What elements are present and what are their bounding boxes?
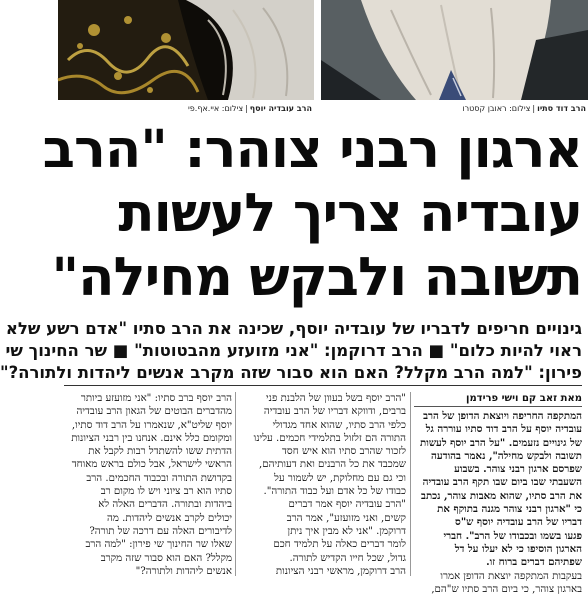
- body-line: דבריו של הרב עובדיה יוסף ש"ס: [455, 516, 582, 529]
- subheadline: [0, 318, 582, 384]
- byline: מאת זאב קם וישי פרידמן: [414, 392, 582, 407]
- robe-pattern-image: [58, 0, 314, 100]
- body-line: יוסף שליט"א, שנאמרו על הרב דוד סתיו,: [71, 419, 232, 431]
- body-line: שמכבד את כל הרבנים ואת דעותיהם,: [259, 459, 406, 471]
- portrait-image: [321, 0, 588, 100]
- body-line: שפרסם ארגון רבני צוהר. בשבוע: [454, 463, 582, 476]
- column-divider: [410, 392, 411, 576]
- body-line: "הרב עובדיה יוסף אמר דברים: [288, 499, 406, 511]
- body-line: שאלו שר החינוך שי פירון: "למה הרב: [85, 539, 232, 551]
- body-line: תשובה ולבקש מחילה", נאמר בהודעה: [431, 449, 582, 462]
- body-line: הרב דרוקמן, מראשי רבני הציונות: [275, 565, 406, 577]
- body-line: כבודו של כל אדם ועל כבוד התורה".: [263, 486, 406, 498]
- body-line: לזכור שהרב סתיו הוא איש חסד: [282, 446, 406, 458]
- photo-rabbi-david-stav: [321, 0, 588, 100]
- body-line: ביהדות ובתורה. הדברים האלה לא: [98, 499, 232, 511]
- body-line: הרב יוסף ברב סתיו: "אני מזועזע ביותר: [80, 393, 232, 404]
- subhead-line: גינויים חריפים לדבריו של עובדיה יוסף, שכינה את הרב סתיו "אדם רשע שלא: [5, 319, 582, 338]
- body-line: סתיו הוא רב ציוני ויש לו מקום רב: [100, 486, 232, 498]
- photo-caption-left: הרב עובדיה יוסף|צילום: איי.אף.פי: [188, 104, 312, 113]
- caption-right-credit: צילום: ראובן קסטרו: [462, 104, 531, 113]
- caption-left-credit: צילום: איי.אף.פי: [188, 104, 244, 113]
- article-column-3: [64, 392, 232, 576]
- body-line: הראשי לישראל, אבל כולם בראש מאוחד: [71, 459, 232, 471]
- caption-right-name: הרב דוד סתיו: [537, 104, 586, 113]
- body-line: המתקפה החריפה ויוצאת הדופן של הרב: [423, 410, 582, 422]
- headline-line: תשובה ולבקש מחילה": [51, 247, 582, 308]
- divider: [64, 385, 582, 386]
- column-divider: [235, 392, 236, 576]
- body-line: מקלל? האם הוא סבור שזה מקרב: [100, 552, 232, 564]
- body-line: גדול, שכל חייו הקדיש לתורה.: [289, 552, 406, 564]
- photo-caption-right: הרב דוד סתיו|צילום: ראובן קסטרו: [462, 104, 586, 113]
- body-line: שפתיהם דברים ברוח זו.: [486, 556, 582, 569]
- photo-rabbi-ovadia-yosef: [58, 0, 314, 100]
- body-line: הדתית ששו להשתדל רבות לקבל את: [88, 446, 232, 458]
- body-line: את הרב סתיו, שהוא מאבות צוהר, נכתב: [421, 489, 582, 502]
- body-line: כי "ארגון רבני צוהר מגנה בתוקף את: [437, 503, 582, 516]
- body-line: כלפי הרב סתיו, שהוא אחד מגדולי: [272, 419, 406, 431]
- body-line: פגעו בשמו ובכבודו של הרב". חברי: [443, 529, 582, 542]
- body-line: בקדושת התורה ובכבוד החכמים. הרב: [86, 472, 232, 484]
- body-line: וכי גם עם מחלוקת, יש לשמור על: [274, 472, 406, 484]
- subhead-line: ראוי להיות כלום" ■ הרב דרוקמן: "אני מזועזע מהבטוטות" ■ שר החינוך שי: [5, 341, 582, 360]
- body-line: התורה הם זלזול בתלמידי חכמים. עלינו: [253, 432, 406, 444]
- body-line: של גינויים נזעמים. "על הרב יוסף לעשות: [420, 436, 582, 449]
- headline-line: ארגון רבני צוהר: "הרב: [42, 119, 582, 180]
- body-line: מהדברים הבוטים של הגאון הרב עובדיה: [76, 406, 232, 418]
- body-line: אנשים ליהדות ולתורה?": [135, 565, 232, 577]
- body-line: בארגון צוהר, כי ביום הרב סתיו ש"הם,: [431, 583, 582, 595]
- body-line: בעקבות המתקפה יוצאת הדופן אמרו: [440, 570, 582, 582]
- subhead-line: פירון: "למה הרב מקלל? האם הוא סבור שזה מקרב אנשים ליהדות ולתורה?": [0, 363, 582, 382]
- body-line: עובדיה יוסף על הרב דוד סתיו עוררה גל: [425, 423, 582, 436]
- body-line: ומקומם כלל אינם. אנחנו בין רבני הציונות: [71, 432, 232, 444]
- body-line: השעבתי שבו ביום שבו תקף הרב עובדיה: [422, 476, 582, 489]
- body-line: לומר דברים כאלה על תלמיד חכם: [273, 539, 406, 551]
- body-line: ברבים, ודווקא דבריו של הרב עובדיה: [263, 406, 406, 418]
- headline-line: עובדיה צריך לעשות: [118, 183, 582, 244]
- photo-row: [58, 0, 588, 120]
- article-column-1: [414, 392, 582, 595]
- caption-left-name: הרב עובדיה יוסף: [249, 104, 312, 113]
- headline: [42, 118, 582, 310]
- body-line: לדיבורים האלה עם דרכה של תורה?: [89, 525, 232, 537]
- body-line: יכולים לקרב אנשים ליהדות. מה: [107, 512, 232, 524]
- body-line: הארגון הוסיפו כי לא יעלו על דל: [454, 542, 582, 555]
- article-column-2: [240, 392, 406, 576]
- body-line: דרוקמן. "אני לא מבין איך ניתן: [287, 525, 406, 537]
- body-line: "הרב יוסף בשל בעוון של הלבנת פני: [266, 393, 406, 404]
- body-line: קשים, ואני מזועזע", אמר הרב: [286, 512, 406, 524]
